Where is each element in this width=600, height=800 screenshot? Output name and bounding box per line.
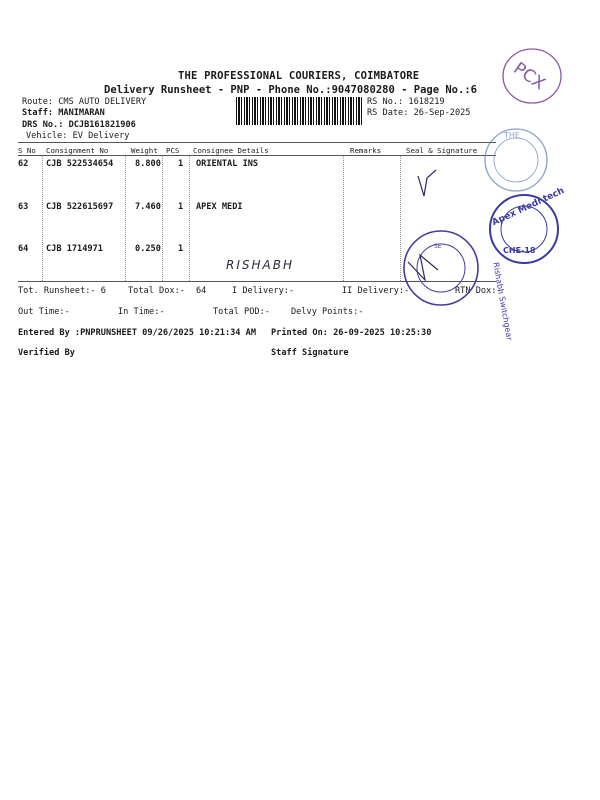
row-sno: 62 <box>18 159 29 169</box>
row-consignment: CJB 522534654 <box>46 159 114 169</box>
col-remarks: Remarks <box>350 146 382 155</box>
signature-mark <box>418 170 436 196</box>
row-weight: 7.460 <box>135 202 161 212</box>
pcx-circle-mark <box>503 49 561 103</box>
rs-date: RS Date: 26-Sep-2025 <box>367 108 471 118</box>
row-weight: 8.800 <box>135 159 161 169</box>
col-pcs: PCS <box>166 146 180 155</box>
total-pod: Total POD:- <box>213 307 270 317</box>
apex-stamp-top-text: Apex Medi tech <box>490 186 566 229</box>
row-weight: 0.250 <box>135 244 161 254</box>
the-stamp <box>485 129 547 191</box>
row-consignee: ORIENTAL INS <box>196 159 259 169</box>
row-pcs: 1 <box>178 244 184 254</box>
apex-medi-tech-stamp <box>490 186 566 263</box>
row-consignment: CJB 522615697 <box>46 202 114 212</box>
tot-runsheet: Tot. Runsheet:- 6 <box>18 286 106 296</box>
out-time: Out Time:- <box>18 307 70 317</box>
route-label: Route: CMS AUTO DELIVERY <box>22 97 147 107</box>
sea-stamp-text: SE <box>434 243 442 250</box>
row-consignee: APEX MEDI <box>196 202 243 212</box>
col-weight: Weight <box>131 146 158 155</box>
total-dox-value: 64 <box>196 286 207 296</box>
rtn-dox: RTN Dox:- <box>455 286 502 296</box>
row-sno: 63 <box>18 202 29 212</box>
row-sno: 64 <box>18 244 29 254</box>
ii-delivery: II Delivery:- <box>342 286 410 296</box>
i-delivery: I Delivery:- <box>232 286 295 296</box>
total-dox-label: Total Dox:- <box>128 286 185 296</box>
rs-number: RS No.: 1618219 <box>367 97 445 107</box>
apex-stamp-bottom-text: CHE-18 <box>503 246 536 255</box>
col-sno: S No <box>18 146 36 155</box>
delvy-points: Delvy Points:- <box>291 307 364 317</box>
company-title: THE PROFESSIONAL COURIERS, COIMBATORE <box>178 70 420 82</box>
col-consignee: Consignee Details <box>193 146 269 155</box>
staff-label: Staff: MANIMARAN <box>22 108 105 118</box>
row-pcs: 1 <box>178 202 184 212</box>
in-time: In Time:- <box>118 307 165 317</box>
pcx-text: PCX <box>509 58 549 95</box>
col-consignment: Consignment No <box>46 146 109 155</box>
runsheet-subtitle: Delivery Runsheet - PNP - Phone No.:9047080280 - Page No.:6 <box>104 84 477 96</box>
drs-number: DRS No.: DCJB161821906 <box>22 120 136 130</box>
verified-by: Verified By <box>18 348 75 358</box>
entered-by: Entered By :PNPRUNSHEET 09/26/2025 10:21:34 AM <box>18 328 256 338</box>
staff-signature-label: Staff Signature <box>271 348 349 358</box>
rishabh-switchgear-stamp <box>404 231 514 342</box>
row-consignment: CJB 1714971 <box>46 244 103 254</box>
vehicle-label: Vehicle: EV Delivery <box>26 131 130 141</box>
row-pcs: 1 <box>178 159 184 169</box>
rishabh-stamp-text: Rishabh Switchgear <box>491 261 514 342</box>
the-stamp-text: THE <box>504 131 520 140</box>
col-seal-signature: Seal & Signature <box>406 146 478 155</box>
handwritten-rishabh: RISHABH <box>226 258 294 272</box>
printed-on: Printed On: 26-09-2025 10:25:30 <box>271 328 432 338</box>
